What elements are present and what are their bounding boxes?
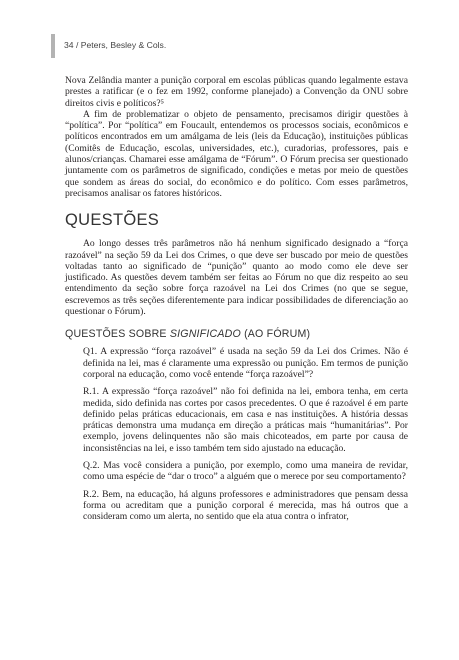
subsection-heading [65, 328, 408, 341]
page-body [65, 75, 408, 523]
paragraph: Ao longo desses três parâmetros não há nenhum significado designado a “força razoável” na seção 59 da Lei dos Crimes, o que deve ser buscado por meio de questões voltadas tanto ao significado de “punição” quanto ao modo como ele deve ser justificado. As questões devem também ser feitas ao Fórum no que diz respeito ao seu entendimento da seção sobre força razoável na Lei dos Crimes (no que se segue, escrevemos as três seções diferentemente para indicar possibilidades de diferenciação ao questionar o Fórum). [65, 238, 408, 318]
subsection-heading-suffix: (AO FÓRUM) [240, 328, 311, 341]
header-rule [51, 34, 55, 58]
question-1: Q1. A expressão “força razoável” é usada na seção 59 da Lei dos Crimes. Não é definida na lei, mas é claramente uma expressão ou punição. Em termos de punição corporal na educação, como você entende “força razoável”? [83, 346, 408, 380]
paragraph: A fim de problematizar o objeto de pensamento, precisamos dirigir questões à “política”. Por “política” em Foucault, entendemos os processos sociais, econômicos e políticos encontrados em um amálgama de leis (leis da Educação), instituições públicas (Comitês de Educação, escolas, universidades, etc.), curadorias, professores, pais e alunos/crianças. Chamarei esse amálgama de “Fórum”. O Fórum precisa ser questionado juntamente com os parâmetros de significado, condições e metas por meio de questões que sondem as áreas do social, do econômico e do político. Com esses parâmetros, precisamos analisar os fatores históricos. [65, 108, 408, 199]
subsection-heading-emphasis: SIGNIFICADO [169, 328, 241, 341]
answer-2: R.2. Bem, na educação, há alguns professores e administradores que pensam dessa forma ou acreditam que a punição corporal é merecida, mas há outros que a consideram como um alerta, no sentido que ela atua contra o infrator, [83, 488, 408, 523]
answer-1: R.1. A expressão “força razoável” não foi definida na lei, embora tenha, em certa medida, sido definida nas cortes por casos precedentes. O que é razoável é em parte definido pelas práticas educacionais, em casa e nas instituições. A história dessas práticas demonstra uma mudança em direção a práticas mais “humanitárias”. Por exemplo, jovens delinquentes não são mais chicoteados, em parte por causa de inconsistências na lei, e isso também tem sido ajustado na educação. [83, 386, 408, 454]
subsection-heading-prefix: QUESTÕES SOBRE [65, 328, 170, 341]
question-2: Q.2. Mas você considera a punição, por exemplo, como uma maneira de revidar, como uma espécie de “dar o troco” a alguém que o merece por seu comportamento? [83, 460, 408, 483]
section-heading: QUESTÕES [65, 211, 160, 230]
paragraph: Nova Zelândia manter a punição corporal em escolas públicas quando legalmente estava prestes a ratificar (e o fez em 1992, conforme planejado) a Convenção da ONU sobre direitos civis e políticos?⁵ [65, 75, 408, 109]
qa-list [65, 346, 408, 522]
running-head: 34 / Peters, Besley & Cols. [64, 40, 167, 50]
